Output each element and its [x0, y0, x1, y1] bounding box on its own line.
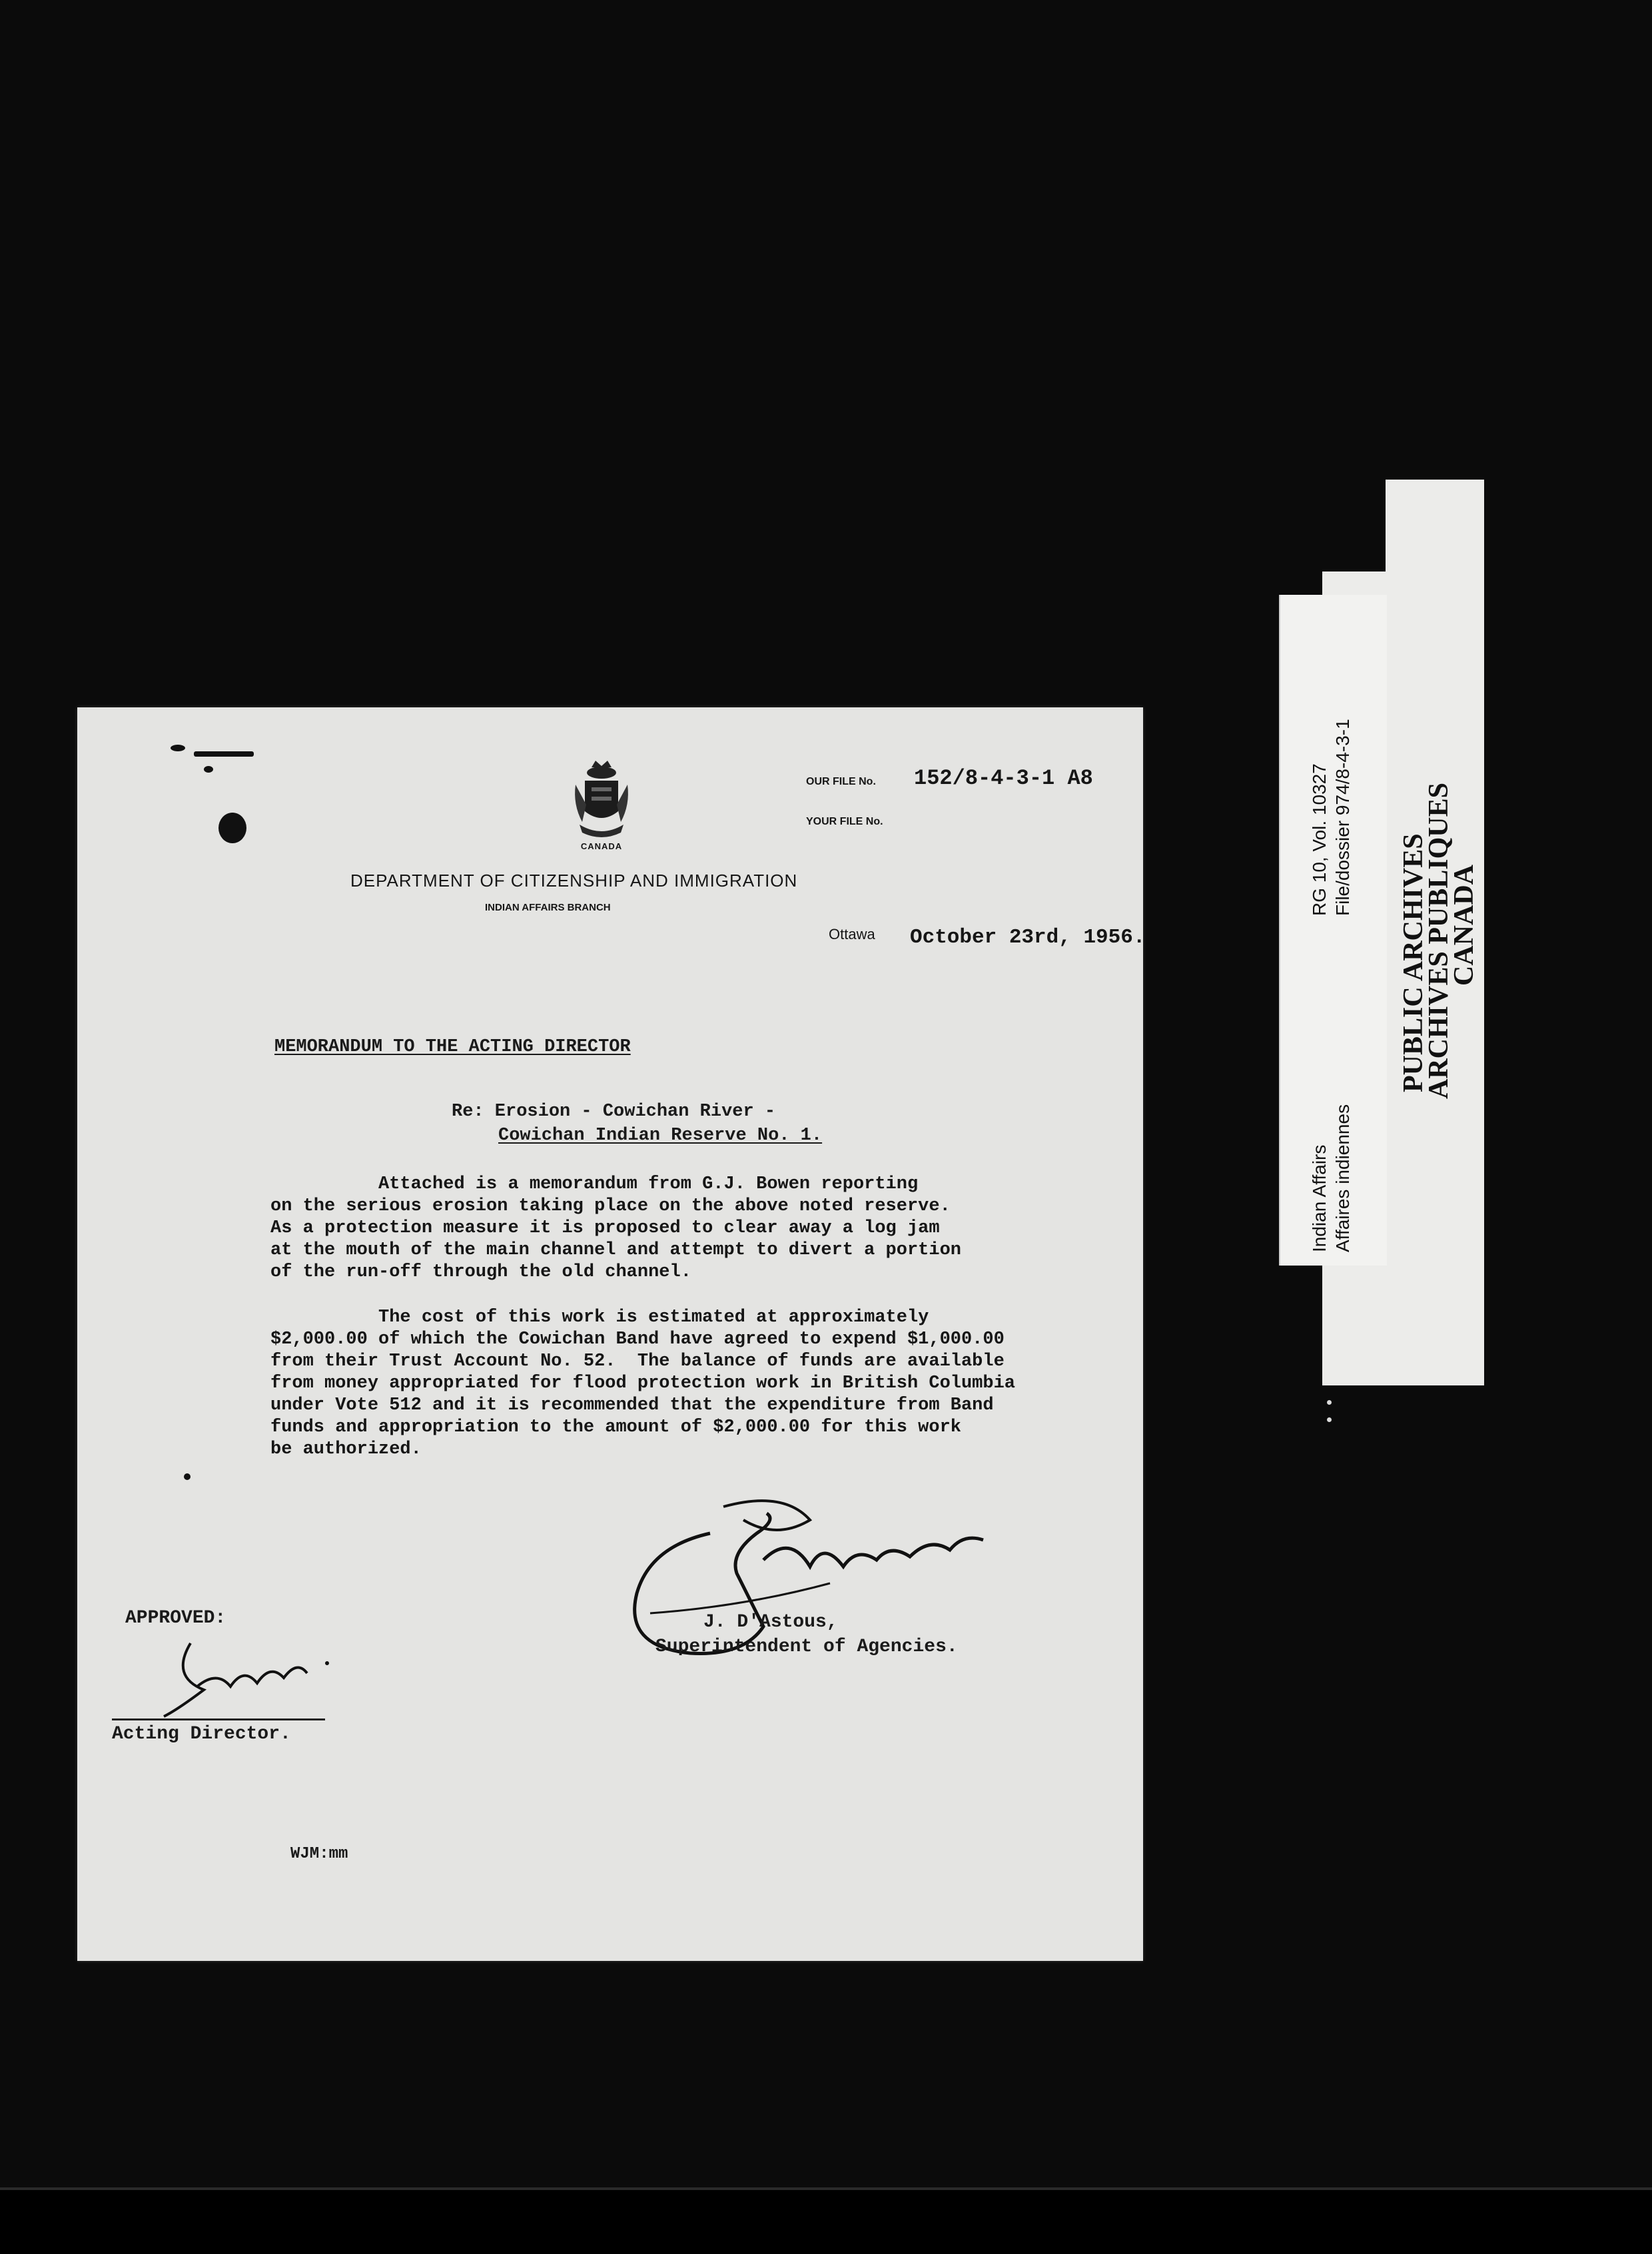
label-archives-publiques: ARCHIVES PUBLIQUES — [1424, 783, 1454, 1099]
typist-initials: WJM:mm — [290, 1845, 348, 1863]
paragraph-1: Attached is a memorandum from G.J. Bowen reporting on the serious erosion taking place on the above noted reserve. As a protection measure it is proposed to clear away a log jam at the mouth of the main channel and attempt to divert a portion of the run-off through the old channel. — [270, 1174, 961, 1282]
dust-dot — [1327, 1400, 1332, 1405]
signer-name: J. D'Astous, — [703, 1612, 838, 1633]
our-file-value: 152/8-4-3-1 A8 — [914, 766, 1093, 791]
label-tab-cutout — [1322, 480, 1386, 571]
branch-heading: INDIAN AFFAIRS BRANCH — [485, 902, 611, 913]
canada-coat-of-arms-icon — [572, 758, 631, 845]
ink-mark — [204, 766, 213, 773]
memo-date: October 23rd, 1956. — [910, 926, 1146, 949]
approval-signature — [144, 1637, 344, 1723]
place-label: Ottawa — [829, 926, 875, 942]
ink-stain — [218, 813, 246, 843]
acting-director-label: Acting Director. — [112, 1724, 291, 1744]
ink-mark — [194, 751, 254, 757]
small-mark — [184, 1473, 191, 1480]
dust-dot — [1327, 1417, 1332, 1422]
label-canada: CANADA — [1449, 865, 1479, 986]
dastous-signature — [610, 1493, 1010, 1706]
paragraph-2: The cost of this work is estimated at approximately $2,000.00 of which the Cowichan Band have agreed to expend $1,000.00 from their Trust Account No. 52. The balance of funds are available from money appropriated for flood protection work in British Columbia under Vote 512 and it is recommended that the expenditure from Band funds and appropriation to the amount of $2,000.00 for this work be authorized. — [270, 1308, 1015, 1459]
label-public-archives: PUBLIC ARCHIVES — [1398, 833, 1429, 1092]
signature-line — [112, 1718, 325, 1720]
memo-page — [77, 707, 1146, 1961]
bottom-border — [0, 2190, 1652, 2254]
crest-label: CANADA — [580, 841, 623, 851]
department-heading: DEPARTMENT OF CITIZENSHIP AND IMMIGRATION — [350, 871, 798, 891]
re-line-2: Cowichan Indian Reserve No. 1. — [498, 1126, 823, 1146]
your-file-label: YOUR FILE No. — [806, 816, 883, 827]
re-line-1: Re: Erosion - Cowichan River - — [452, 1102, 776, 1122]
label-file-dossier: File/dossier 974/8-4-3-1 — [1332, 719, 1353, 916]
label-affaires-indiennes: Affaires indiennes — [1332, 1104, 1353, 1252]
memo-heading: MEMORANDUM TO THE ACTING DIRECTOR — [274, 1037, 631, 1057]
label-indian-affairs: Indian Affairs — [1309, 1144, 1330, 1252]
our-file-label: OUR FILE No. — [806, 776, 876, 787]
label-rg-volume: RG 10, Vol. 10327 — [1309, 763, 1330, 916]
signer-title: Superintendent of Agencies. — [655, 1637, 958, 1657]
ink-mark — [171, 745, 185, 751]
approved-label: APPROVED: — [125, 1608, 226, 1629]
